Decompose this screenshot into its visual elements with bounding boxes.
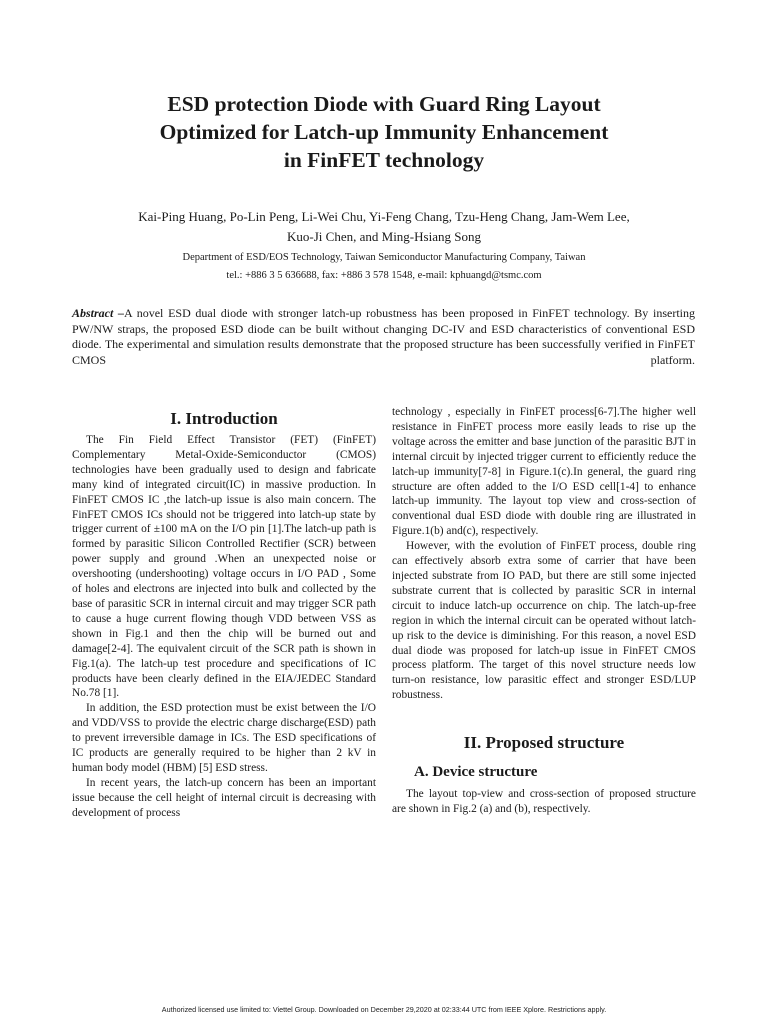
affiliation: Department of ESD/EOS Technology, Taiwan Semiconductor Manufacturing Company, Taiwan	[182, 252, 586, 263]
subsection-heading-device-structure: A. Device structure	[414, 764, 538, 781]
abstract-label: Abstract –	[72, 306, 125, 320]
section-heading-proposed-structure: II. Proposed structure	[463, 733, 625, 753]
authors-line: Kuo-Ji Chen, and Ming-Hsiang Song	[287, 229, 481, 244]
abstract	[72, 306, 695, 368]
affiliation-block	[60, 249, 708, 285]
title-line: Optimized for Latch-up Immunity Enhancement	[159, 120, 609, 144]
title-line: ESD protection Diode with Guard Ring Layout	[167, 92, 601, 116]
paragraph: technology , especially in FinFET process[6-7].The higher well resistance in FinFET process more easily leads to rise up the voltage across the emitter and base junction of the parasitic BJT in internal circuit by injected trigger current to efficiently reduce the latch-up immunity[7-8] in Figure.1(c).In general, the guard ring structure are often added to the I/O ESD cell[1-4] to enhance latch-up immunity. The layout top view and cross-section of conventional dual ESD diode with double ring are illustrated in Figure.1(b) and(c), respectively.	[392, 406, 696, 538]
abstract-text: A novel ESD dual diode with stronger latch-up robustness has been proposed in FinFET technology. By inserting PW/NW straps, the proposed ESD diode can be built without changing DC-IV and ESD characteristics of conventional ESD diode. The experimental and simulation results demonstrate that the proposed structure has been successfully verified in FinFET CMOS platform.	[72, 306, 695, 367]
paragraph: The layout top-view and cross-section of proposed structure are shown in Fig.2 (a) and (b), respectively.	[392, 788, 696, 816]
title-line: in FinFET technology	[283, 148, 485, 172]
paragraph: However, with the evolution of FinFET process, double ring can effectively absorb extra some of carrier that have been injected substrate from IO PAD, but there are still some injected substrate current that is collected by parasitic SCR in internal circuit to induce latch-up occurrence on chip. The latch-up-free region in which the internal circuit can be operated without latch-up risk to the device is diminishing. For this reason, a novel ESD dual diode was proposed for latch-up issue in FinFET CMOS process platform. The target of this novel structure needs low turn-on resistance, low parasitic effect and stronger ESD/LUP robustness.	[392, 540, 696, 702]
section-heading-introduction: I. Introduction	[170, 409, 278, 428]
authors-line: Kai-Ping Huang, Po-Lin Peng, Li-Wei Chu, Yi-Feng Chang, Tzu-Heng Chang, Jam-Wem Lee,	[138, 209, 630, 224]
license-footer: Authorized licensed use limited to: Viettel Group. Downloaded on December 29,2020 at 02:33:44 UTC from IEEE Xplore. Restrictions apply.	[161, 1005, 607, 1014]
left-column	[72, 405, 376, 821]
author-list	[60, 207, 708, 247]
paragraph: In addition, the ESD protection must be exist between the I/O and VDD/VSS to provide the electric charge discharge(ESD) path to prevent irreversible damage in ICs. The ESD specifications of IC products are generally required to be higher than 2 kV in human body model (HBM) [5] ESD stress.	[72, 702, 376, 774]
right-column	[392, 405, 696, 817]
paragraph: In recent years, the latch-up concern has been an important issue because the cell height of internal circuit is decreasing with development of process	[72, 776, 376, 819]
contact-info: tel.: +886 3 5 636688, fax: +886 3 578 1548, e-mail: kphuangd@tsmc.com	[226, 270, 542, 281]
paragraph: The Fin Field Effect Transistor (FET) (FinFET) Complementary Metal-Oxide-Semiconductor (CMOS) technologies have been gradually used to design and fabricate many kind of integrated circuit(IC) in massive production. In FinFET CMOS IC ,the latch-up issue is also main concern. The FinFET CMOS ICs should not be triggered into latch-up state by trigger current of ±100 mA on the I/O pin [1].The latch-up path is formed by parasitic Silicon Controlled Rectifier (SCR) between power supply and ground .When an unexpected noise or overshooting (undershooting) voltage occurs in I/O PAD , Some of holes and electrons are injected into bulk and collected by the base of parasitic SCR in internal circuit and may trigger SCR path to cause a huge current flowing though VDD between VSS as shown in Fig.1 and then the chip will be burned out and damage[2-4]. The equivalent circuit of the SCR path is shown in Fig.1(a). The latch-up test procedure and specifications of IC products have been clearly defined in the EIA/JEDEC Standard No.78 [1].	[72, 434, 376, 700]
paper-title	[40, 90, 728, 174]
